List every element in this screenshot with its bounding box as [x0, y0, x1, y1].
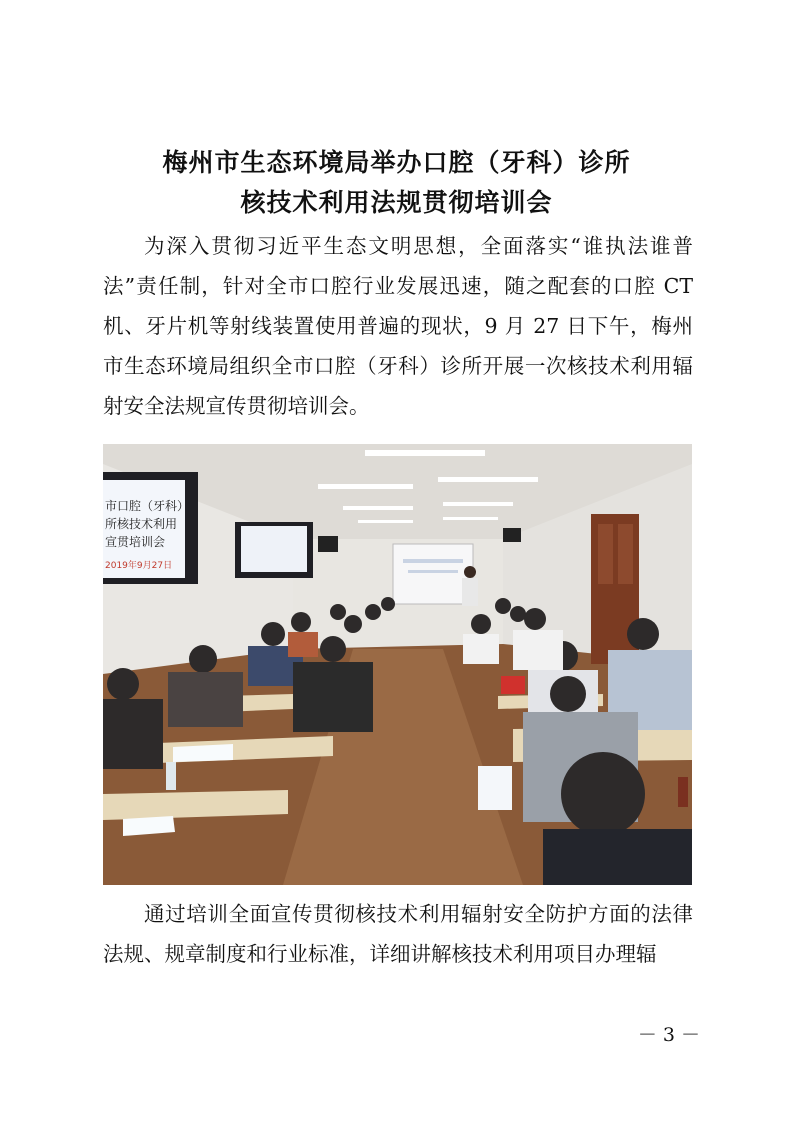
document-title-line-1: 梅州市生态环境局举办口腔（牙科）诊所 — [162, 148, 631, 177]
document-title-line-2: 核技术利用法规贯彻培训会 — [240, 188, 553, 217]
body-paragraph-1: 为深入贯彻习近平生态文明思想，全面落实“谁执法谁普法”责任制，针对全市口腔行业发展迅速，随之配套的口腔 CT 机、牙片机等射线装置使用普遍的现状，9 月 27 日下午，梅州市生态环境局组织全市口腔（牙科）诊所开展一次核技术利用辐射安全法规宣传贯彻培训会。 — [103, 234, 693, 418]
screen-slide-line-2: 所核技术利用 — [105, 517, 178, 531]
screen-slide-date: 2019年9月27日 — [105, 561, 173, 571]
screen-slide-line-1: 市口腔（牙科） — [105, 499, 190, 513]
body-paragraph-2: 通过培训全面宣传贯彻核技术利用辐射安全防护方面的法律法规、规章制度和行业标准，详细讲解核技术利用项目办理辐 — [103, 902, 693, 966]
page-number: － 3 － — [637, 1024, 700, 1046]
training-photo — [103, 444, 692, 885]
screen-slide-line-3: 宣贯培训会 — [105, 535, 166, 549]
